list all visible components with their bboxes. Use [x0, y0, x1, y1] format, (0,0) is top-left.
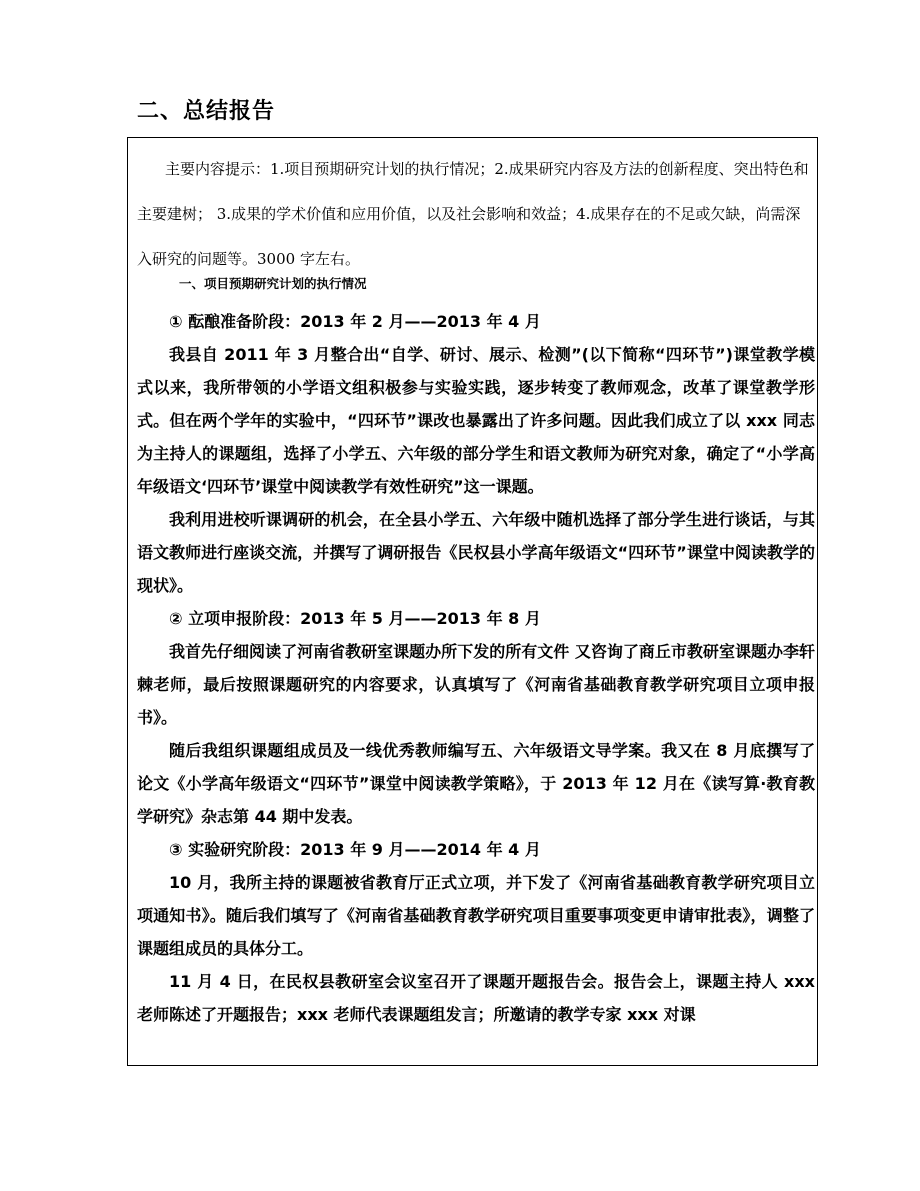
paragraph: 10 月，我所主持的课题被省教育厅正式立项，并下发了《河南省基础教育教学研究项目立项通知书》。随后我们填写了《河南省基础教育教学研究项目重要事项变更申请审批表》，调整了课题组成员的具体分工。 — [137, 873, 815, 958]
content-hint: 主要内容提示：1.项目预期研究计划的执行情况；2.成果研究内容及方法的创新程度、突出特色和主要建树； 3.成果的学术价值和应用价值，以及社会影响和效益；4.成果存在的不足或欠缺，尚需深入研究的问题等。3000 字左右。 — [137, 160, 809, 268]
section-title: 二、总结报告 — [137, 99, 276, 124]
subheading: 一、项目预期研究计划的执行情况 — [179, 276, 367, 291]
phase-heading: ① 酝酿准备阶段：2013 年 2 月——2013 年 4 月 — [169, 312, 541, 331]
phase-heading: ③ 实验研究阶段：2013 年 9 月——2014 年 4 月 — [169, 840, 541, 859]
paragraph: 我首先仔细阅读了河南省教研室课题办所下发的所有文件 又咨询了商丘市教研室课题办李轩棘老师，最后按照课题研究的内容要求，认真填写了《河南省基础教育教学研究项目立项申报书》。 — [137, 642, 815, 727]
paragraph: 我利用进校听课调研的机会，在全县小学五、六年级中随机选择了部分学生进行谈话，与其语文教师进行座谈交流，并撰写了调研报告《民权县小学高年级语文“四环节”课堂中阅读教学的现状》。 — [137, 510, 815, 595]
paragraph: 11 月 4 日，在民权县教研室会议室召开了课题开题报告会。报告会上，课题主持人 xxx 老师陈述了开题报告；xxx 老师代表课题组发言；所邀请的教学专家 xxx 对课 — [137, 972, 815, 1024]
report-body — [137, 305, 815, 1031]
paragraph: 随后我组织课题组成员及一线优秀教师编写五、六年级语文导学案。我又在 8 月底撰写了论文《小学高年级语文“四环节”课堂中阅读教学策略》，于 2013 年 12 月在《读写算·教育教学研究》杂志第 44 期中发表。 — [137, 741, 815, 826]
report-box — [127, 137, 818, 1066]
paragraph: 我县自 2011 年 3 月整合出“自学、研讨、展示、检测”(以下简称“四环节”)课堂教学模式以来，我所带领的小学语文组积极参与实验实践，逐步转变了教师观念，改革了课堂教学形式。但在两个学年的实验中，“四环节”课改也暴露出了许多问题。因此我们成立了以 xxx 同志为主持人的课题组，选择了小学五、六年级的部分学生和语文教师为研究对象，确定了“小学高年级语文‘四环节’课堂中阅读教学有效性研究”这一课题。 — [137, 345, 815, 496]
phase-heading: ② 立项申报阶段：2013 年 5 月——2013 年 8 月 — [169, 609, 541, 628]
